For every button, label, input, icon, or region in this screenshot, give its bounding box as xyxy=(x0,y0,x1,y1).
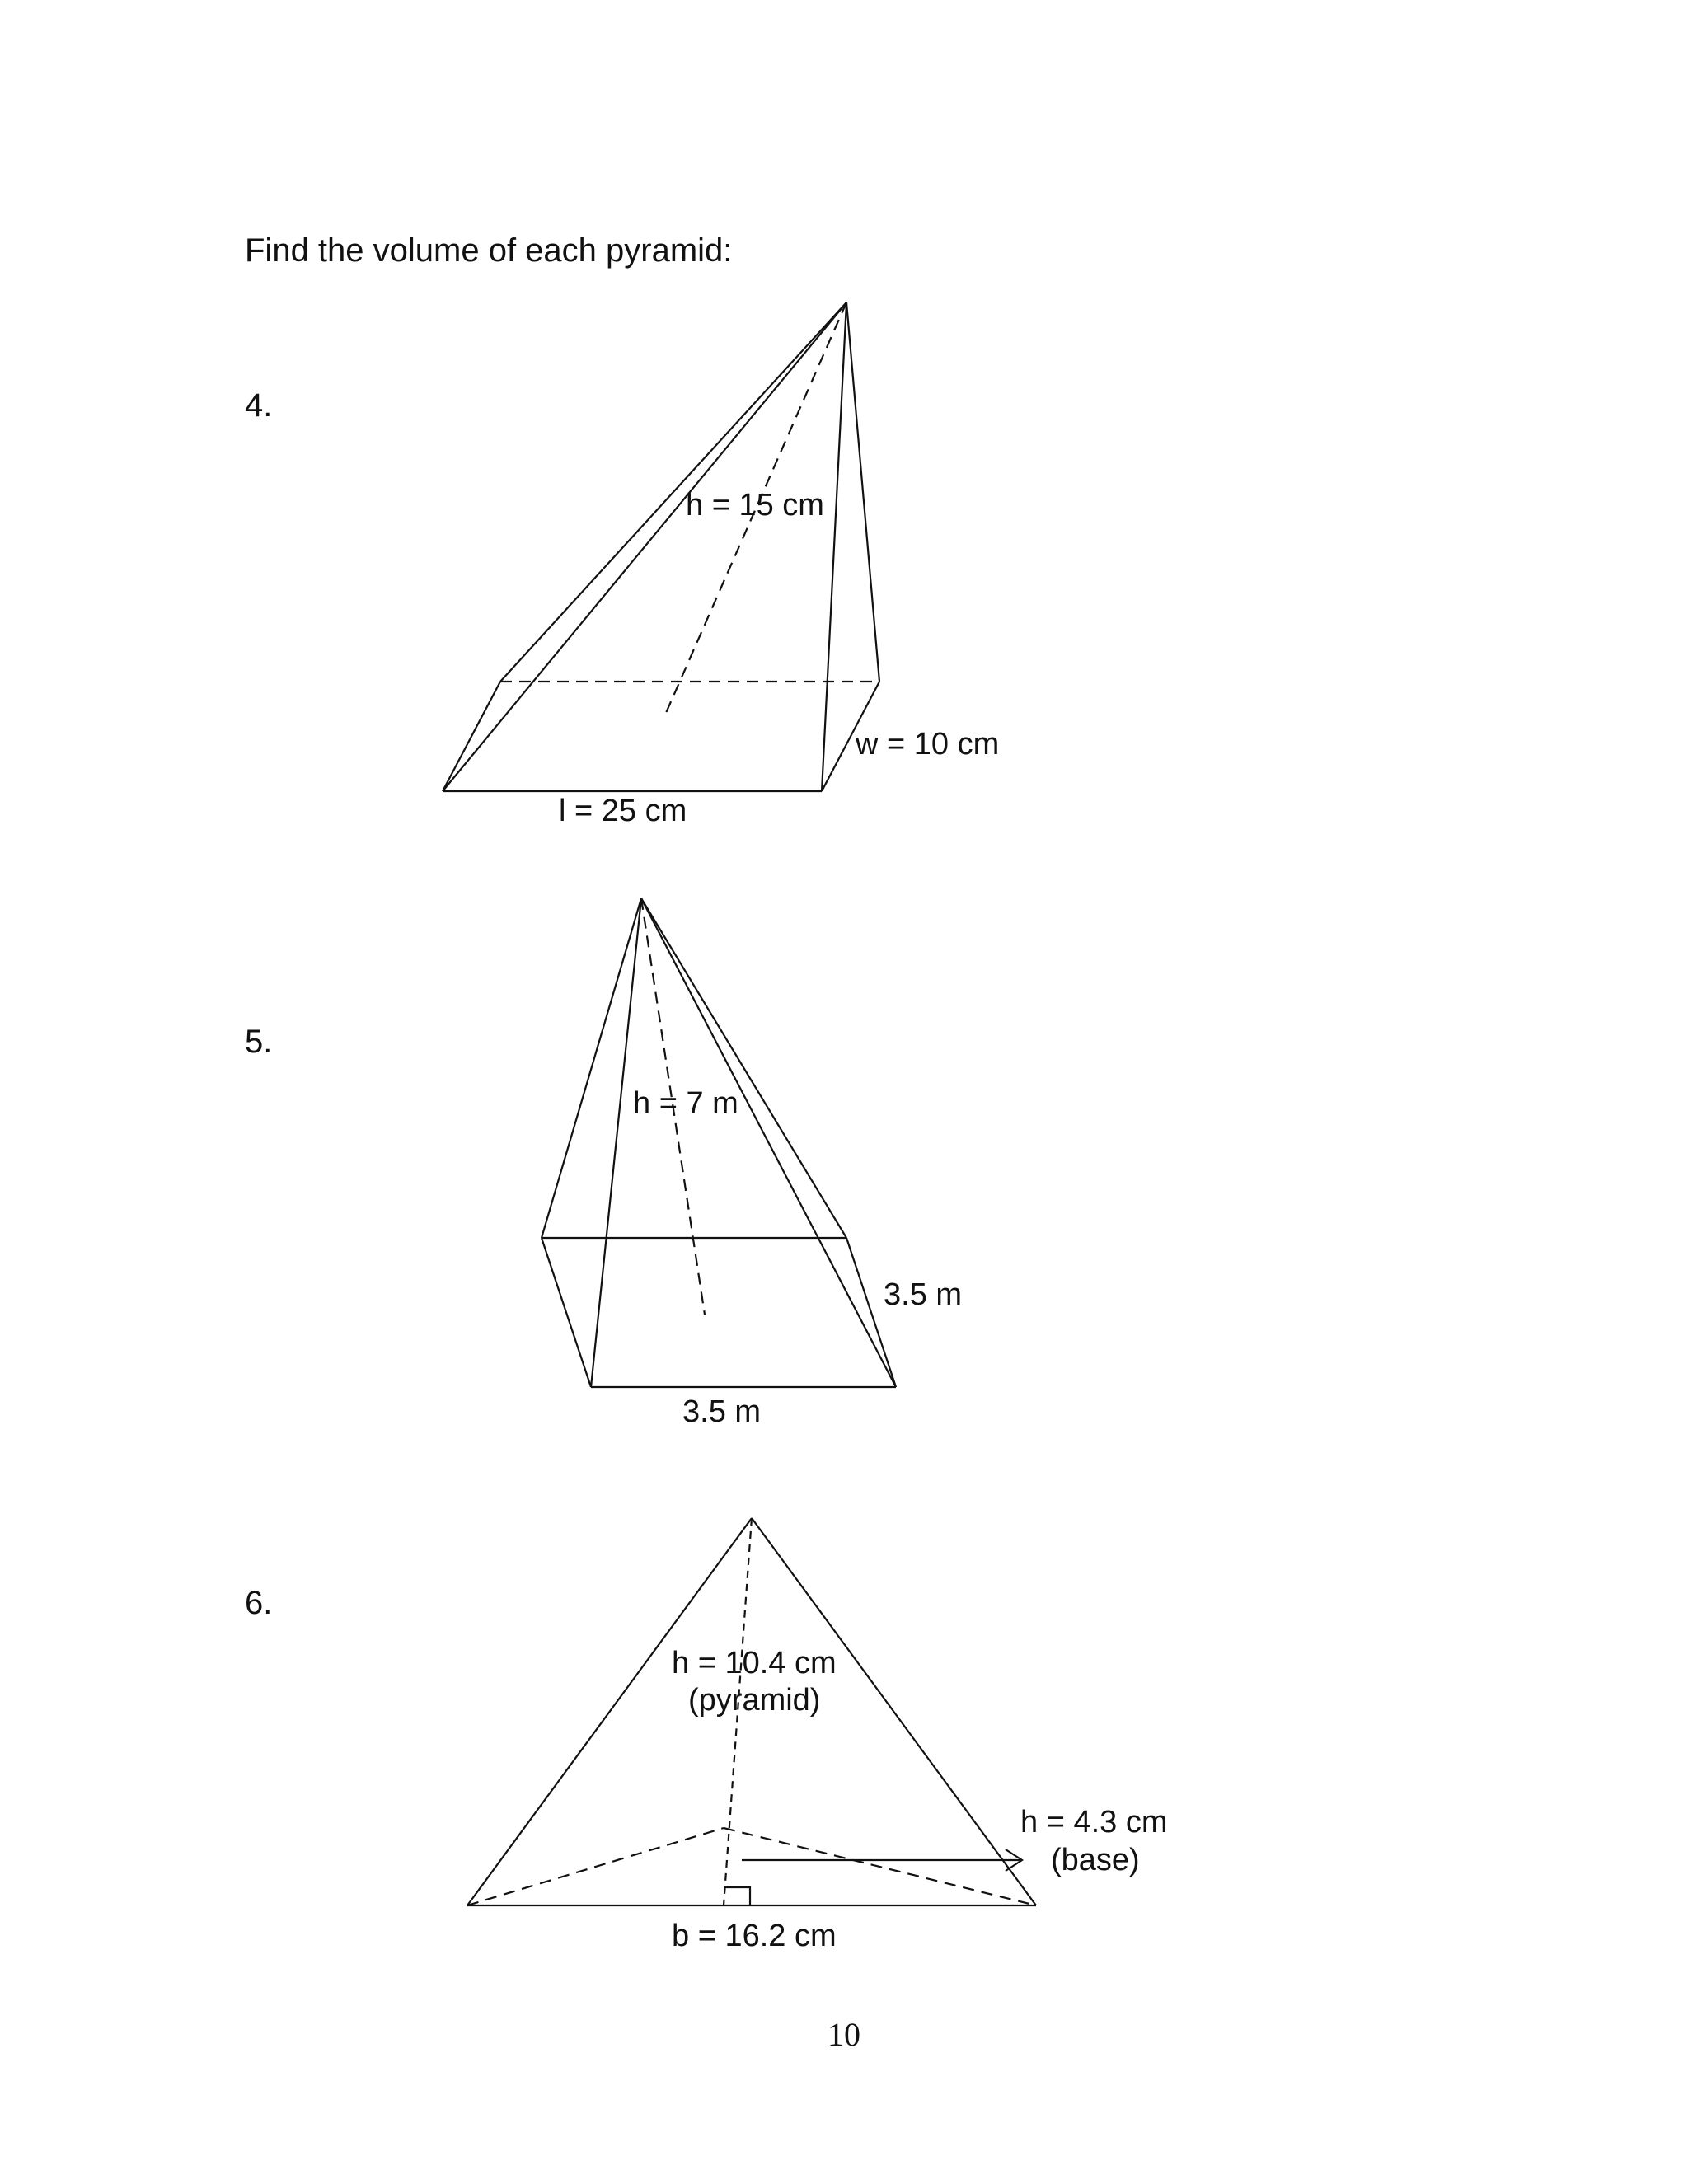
pyramid-4-figure xyxy=(443,302,879,791)
pyramid-6-height-label: h = 10.4 cm xyxy=(672,1646,837,1680)
pyramid-5-side-bottom-label: 3.5 m xyxy=(682,1394,762,1429)
pyramid-5-figure xyxy=(542,898,896,1387)
pyramid-6-base-back-right xyxy=(724,1828,1036,1905)
pyramid-5-side-right-label: 3.5 m xyxy=(884,1277,963,1312)
pyramid-4-lateral-edge-4 xyxy=(846,302,879,682)
pyramid-6-base-height-note: (base) xyxy=(1051,1843,1140,1877)
pyramid-4-base-left-edge xyxy=(443,682,500,791)
instructions: Find the volume of each pyramid: xyxy=(245,232,733,269)
pyramid-5-base-left-edge xyxy=(542,1238,591,1387)
problem-5-number: 5. xyxy=(245,1024,273,1060)
right-angle-marker xyxy=(725,1887,750,1905)
page-number: 10 xyxy=(828,2016,860,2053)
pyramid-4-height-label: h = 15 cm xyxy=(686,488,824,523)
pyramid-5-lateral-edge-1 xyxy=(542,898,641,1238)
pyramid-5-height-label: h = 7 m xyxy=(633,1086,738,1121)
pyramid-6-height-note: (pyramid) xyxy=(688,1683,821,1718)
pyramid-4-lateral-edge-1 xyxy=(443,302,846,791)
pyramid-6-base-label: b = 16.2 cm xyxy=(672,1919,837,1953)
problem-6-number: 6. xyxy=(245,1585,273,1621)
pyramid-6-base-back-left xyxy=(467,1828,724,1905)
problem-4-number: 4. xyxy=(245,387,273,424)
pyramid-4-lateral-edge-3 xyxy=(822,302,846,791)
pyramid-5-lateral-edge-3 xyxy=(641,898,846,1238)
pyramid-5-lateral-edge-4 xyxy=(641,898,896,1387)
pyramid-6-base-height-label: h = 4.3 cm xyxy=(1020,1805,1168,1840)
pyramid-4-length-label: l = 25 cm xyxy=(559,794,687,828)
pyramid-4-width-label: w = 10 cm xyxy=(856,727,1000,762)
pyramid-5-lateral-edge-2 xyxy=(591,898,641,1387)
